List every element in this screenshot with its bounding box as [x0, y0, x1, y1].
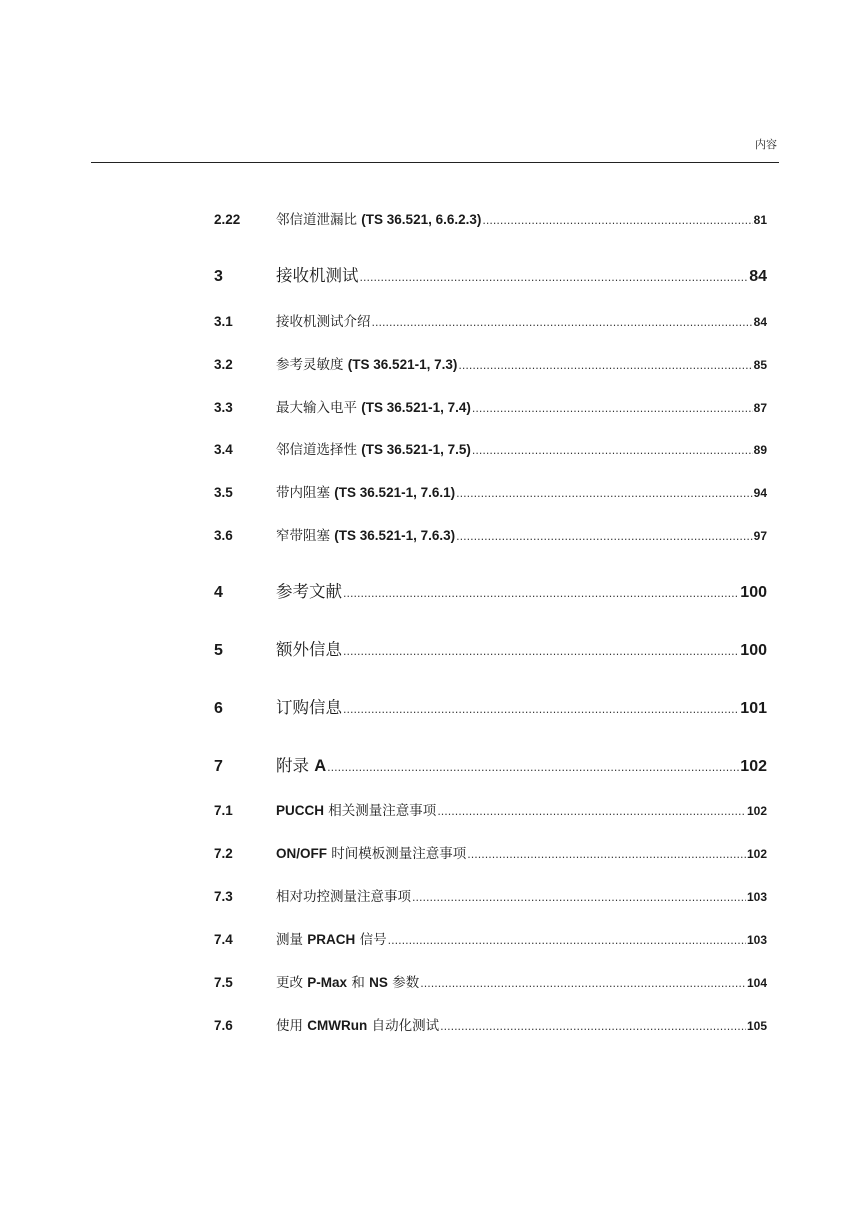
- toc-leader: [343, 587, 739, 600]
- toc-number: 7: [214, 758, 223, 775]
- toc-page-number: 102: [740, 758, 767, 775]
- toc-title: 更改 P-Max 和 NS 参数: [276, 975, 420, 991]
- toc-title: 测量 PRACH 信号: [276, 932, 387, 948]
- toc-entry-3-3[interactable]: [214, 396, 767, 416]
- toc-title: 邻信道选择性 (TS 36.521-1, 7.5): [276, 442, 471, 458]
- toc-leader: [472, 402, 753, 415]
- toc-page-number: 102: [746, 804, 767, 818]
- toc-leader: [388, 934, 746, 947]
- toc-leader: [472, 444, 753, 457]
- toc-number: 3.4: [214, 442, 233, 457]
- toc-title: 窄带阻塞 (TS 36.521-1, 7.6.3): [276, 528, 456, 544]
- toc-entry-3-4[interactable]: [214, 438, 767, 458]
- toc-number: 3.3: [214, 400, 233, 415]
- toc-number: 5: [214, 642, 223, 659]
- toc-leader: [440, 1020, 746, 1033]
- toc-number: 3: [214, 268, 223, 285]
- toc-number: 4: [214, 584, 223, 601]
- header-section-label: 内容: [755, 138, 777, 151]
- toc-entry-7-2[interactable]: [214, 842, 767, 862]
- toc-number: 6: [214, 700, 223, 717]
- toc-leader: [456, 487, 753, 500]
- toc-entry-7-3[interactable]: [214, 885, 767, 905]
- toc-title: 相对功控测量注意事项: [276, 889, 411, 905]
- toc-page-number: 100: [740, 584, 767, 601]
- toc-page-number: 81: [753, 213, 767, 227]
- toc-number: 7.3: [214, 889, 233, 904]
- toc-page-number: 94: [753, 486, 767, 500]
- toc-title: 参考灵敏度 (TS 36.521-1, 7.3): [276, 357, 458, 373]
- toc-title: 邻信道泄漏比 (TS 36.521, 6.6.2.3): [276, 212, 482, 228]
- toc-title: 订购信息: [276, 698, 342, 717]
- toc-title: PUCCH 相关测量注意事项: [276, 803, 437, 819]
- toc-number: 3.6: [214, 528, 233, 543]
- toc-title: ON/OFF 时间模板测量注意事项: [276, 846, 467, 862]
- toc-number: 7.4: [214, 932, 233, 947]
- toc-page-number: 87: [753, 401, 767, 415]
- toc-leader: [360, 271, 749, 284]
- toc-page-number: 103: [746, 933, 767, 947]
- toc-leader: [420, 977, 746, 990]
- toc-page-number: 84: [753, 315, 767, 329]
- toc-entry-3[interactable]: [214, 262, 767, 286]
- toc-page-number: 84: [749, 268, 767, 285]
- toc-page-number: 101: [740, 700, 767, 717]
- toc-page-number: 104: [746, 976, 767, 990]
- toc-entry-7-1[interactable]: [214, 799, 767, 819]
- toc-number: 7.1: [214, 803, 233, 818]
- toc-page-number: 103: [746, 890, 767, 904]
- toc-leader: [343, 645, 739, 658]
- toc-entry-7-4[interactable]: [214, 928, 767, 948]
- toc-title: 最大输入电平 (TS 36.521-1, 7.4): [276, 400, 471, 416]
- toc-title: 附录 A: [276, 756, 327, 775]
- toc-leader: [412, 891, 746, 904]
- toc-title: 带内阻塞 (TS 36.521-1, 7.6.1): [276, 485, 456, 501]
- toc-entry-3-6[interactable]: [214, 524, 767, 544]
- toc-entry-6[interactable]: [214, 694, 767, 718]
- toc-title: 额外信息: [276, 640, 342, 659]
- toc-number: 2.22: [214, 212, 241, 227]
- toc-entry-4[interactable]: [214, 578, 767, 602]
- toc-entry-3-2[interactable]: [214, 353, 767, 373]
- toc-page-number: 100: [740, 642, 767, 659]
- toc-entry-3-5[interactable]: [214, 481, 767, 501]
- toc-number: 7.2: [214, 846, 233, 861]
- toc-page-number: 89: [753, 443, 767, 457]
- toc-leader: [467, 848, 746, 861]
- toc-number: 3.2: [214, 357, 233, 372]
- toc-entry-7-5[interactable]: [214, 971, 767, 991]
- toc-title: 使用 CMWRun 自动化测试: [276, 1018, 440, 1034]
- toc-entry-7[interactable]: [214, 752, 767, 776]
- toc-leader: [437, 805, 746, 818]
- toc-number: 7.6: [214, 1018, 233, 1033]
- toc-entry-2-22[interactable]: [214, 208, 767, 228]
- header-divider: [91, 162, 779, 163]
- toc-page-number: 105: [746, 1019, 767, 1033]
- toc-number: 7.5: [214, 975, 233, 990]
- toc-leader: [456, 530, 753, 543]
- toc-title: 接收机测试: [276, 266, 359, 285]
- toc-number: 3.1: [214, 314, 233, 329]
- toc-page-number: 97: [753, 529, 767, 543]
- toc-leader: [327, 761, 739, 774]
- toc-number: 3.5: [214, 485, 233, 500]
- toc-title: 参考文献: [276, 582, 342, 601]
- toc-leader: [482, 214, 752, 227]
- toc-entry-3-1[interactable]: [214, 310, 767, 330]
- toc-title: 接收机测试介绍: [276, 314, 371, 330]
- toc-page-number: 85: [753, 358, 767, 372]
- toc-leader: [372, 316, 753, 329]
- toc-page-number: 102: [746, 847, 767, 861]
- toc-entry-7-6[interactable]: [214, 1014, 767, 1034]
- toc-leader: [458, 359, 752, 372]
- toc-entry-5[interactable]: [214, 636, 767, 660]
- toc-leader: [343, 703, 739, 716]
